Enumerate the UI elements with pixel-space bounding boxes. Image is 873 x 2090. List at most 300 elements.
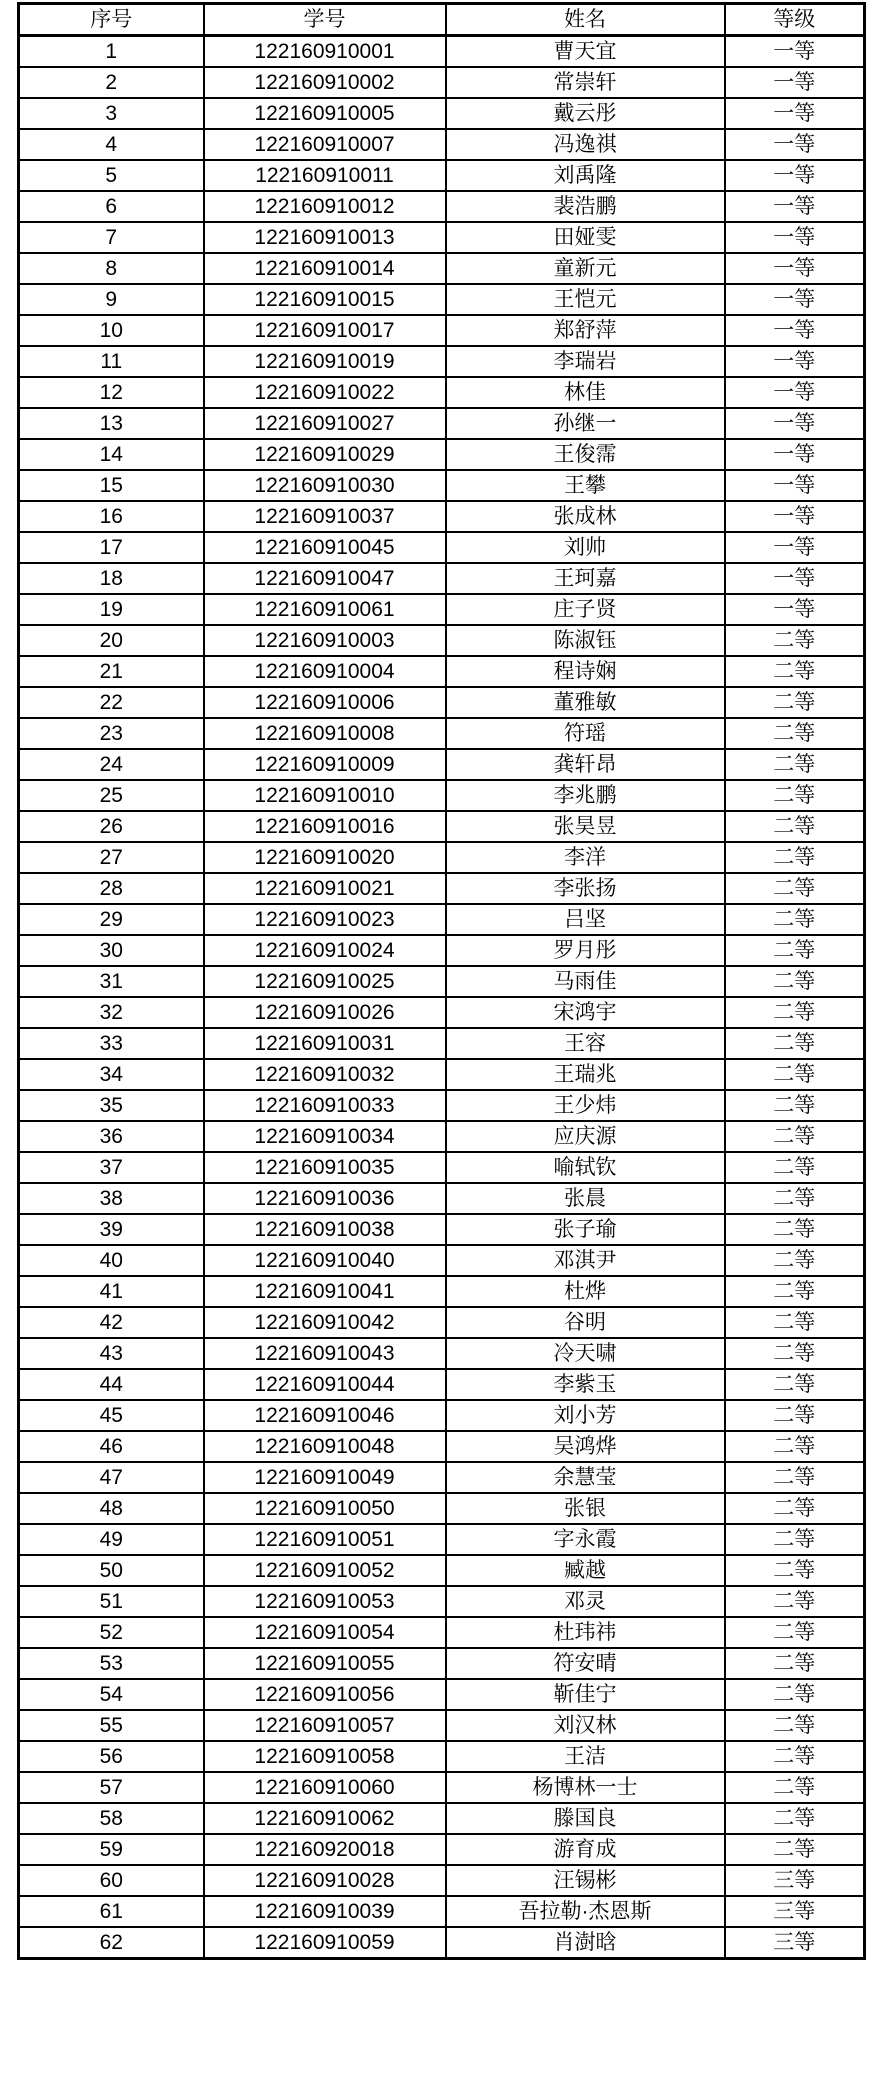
cell-student-id: 122160910055 <box>204 1648 446 1679</box>
table-row <box>19 1524 865 1555</box>
cell-index: 61 <box>19 1896 204 1927</box>
cell-grade: 二等 <box>725 687 865 718</box>
cell-student-id: 122160910033 <box>204 1090 446 1121</box>
cell-student-id: 122160910025 <box>204 966 446 997</box>
cell-grade: 一等 <box>725 501 865 532</box>
cell-name: 常崇轩 <box>446 67 725 98</box>
cell-grade: 三等 <box>725 1927 865 1959</box>
table-row <box>19 656 865 687</box>
cell-index: 44 <box>19 1369 204 1400</box>
cell-index: 37 <box>19 1152 204 1183</box>
cell-name: 王容 <box>446 1028 725 1059</box>
cell-student-id: 122160910031 <box>204 1028 446 1059</box>
cell-grade: 二等 <box>725 1090 865 1121</box>
cell-name: 靳佳宁 <box>446 1679 725 1710</box>
cell-index: 8 <box>19 253 204 284</box>
cell-index: 25 <box>19 780 204 811</box>
cell-name: 喻轼钦 <box>446 1152 725 1183</box>
table-header <box>19 4 865 36</box>
cell-name: 李瑞岩 <box>446 346 725 377</box>
table-row <box>19 563 865 594</box>
cell-student-id: 122160910062 <box>204 1803 446 1834</box>
cell-name: 王洁 <box>446 1741 725 1772</box>
cell-student-id: 122160910056 <box>204 1679 446 1710</box>
cell-name: 谷明 <box>446 1307 725 1338</box>
cell-student-id: 122160910057 <box>204 1710 446 1741</box>
table-row <box>19 1803 865 1834</box>
cell-name: 臧越 <box>446 1555 725 1586</box>
cell-index: 4 <box>19 129 204 160</box>
cell-student-id: 122160910039 <box>204 1896 446 1927</box>
cell-index: 40 <box>19 1245 204 1276</box>
table-row <box>19 1245 865 1276</box>
cell-name: 刘汉林 <box>446 1710 725 1741</box>
cell-name: 张晨 <box>446 1183 725 1214</box>
table-row <box>19 1834 865 1865</box>
cell-student-id: 122160910049 <box>204 1462 446 1493</box>
table-row <box>19 1772 865 1803</box>
cell-grade: 一等 <box>725 36 865 68</box>
cell-name: 符安晴 <box>446 1648 725 1679</box>
cell-index: 58 <box>19 1803 204 1834</box>
cell-student-id: 122160910060 <box>204 1772 446 1803</box>
cell-index: 6 <box>19 191 204 222</box>
cell-student-id: 122160910005 <box>204 98 446 129</box>
cell-student-id: 122160910026 <box>204 997 446 1028</box>
cell-grade: 二等 <box>725 656 865 687</box>
cell-student-id: 122160910061 <box>204 594 446 625</box>
cell-grade: 二等 <box>725 904 865 935</box>
cell-grade: 一等 <box>725 160 865 191</box>
cell-name: 曹天宜 <box>446 36 725 68</box>
cell-index: 53 <box>19 1648 204 1679</box>
cell-grade: 二等 <box>725 1214 865 1245</box>
cell-index: 9 <box>19 284 204 315</box>
cell-grade: 二等 <box>725 997 865 1028</box>
cell-grade: 二等 <box>725 1493 865 1524</box>
cell-index: 18 <box>19 563 204 594</box>
cell-index: 21 <box>19 656 204 687</box>
cell-grade: 二等 <box>725 1679 865 1710</box>
table-row <box>19 873 865 904</box>
cell-name: 吕坚 <box>446 904 725 935</box>
cell-index: 15 <box>19 470 204 501</box>
cell-grade: 一等 <box>725 346 865 377</box>
cell-index: 50 <box>19 1555 204 1586</box>
cell-student-id: 122160910016 <box>204 811 446 842</box>
table-row <box>19 1865 865 1896</box>
cell-name: 吾拉勒·杰恩斯 <box>446 1896 725 1927</box>
cell-student-id: 122160910020 <box>204 842 446 873</box>
cell-index: 62 <box>19 1927 204 1959</box>
cell-name: 张昊昱 <box>446 811 725 842</box>
table-row <box>19 1741 865 1772</box>
cell-name: 郑舒萍 <box>446 315 725 346</box>
table-row <box>19 904 865 935</box>
cell-name: 李兆鹏 <box>446 780 725 811</box>
cell-index: 10 <box>19 315 204 346</box>
cell-index: 45 <box>19 1400 204 1431</box>
cell-index: 35 <box>19 1090 204 1121</box>
cell-grade: 一等 <box>725 439 865 470</box>
cell-index: 41 <box>19 1276 204 1307</box>
table-row <box>19 470 865 501</box>
cell-index: 38 <box>19 1183 204 1214</box>
table-row <box>19 1431 865 1462</box>
cell-index: 1 <box>19 36 204 68</box>
cell-index: 33 <box>19 1028 204 1059</box>
table-row <box>19 1307 865 1338</box>
cell-student-id: 122160910029 <box>204 439 446 470</box>
table-row <box>19 1927 865 1959</box>
cell-index: 39 <box>19 1214 204 1245</box>
cell-student-id: 122160920018 <box>204 1834 446 1865</box>
cell-name: 林佳 <box>446 377 725 408</box>
table-row <box>19 811 865 842</box>
cell-index: 24 <box>19 749 204 780</box>
cell-index: 59 <box>19 1834 204 1865</box>
table-row <box>19 439 865 470</box>
table-row <box>19 1896 865 1927</box>
cell-index: 5 <box>19 160 204 191</box>
cell-student-id: 122160910011 <box>204 160 446 191</box>
cell-grade: 二等 <box>725 1617 865 1648</box>
cell-name: 裴浩鹏 <box>446 191 725 222</box>
cell-index: 54 <box>19 1679 204 1710</box>
cell-student-id: 122160910042 <box>204 1307 446 1338</box>
cell-name: 王珂嘉 <box>446 563 725 594</box>
cell-grade: 二等 <box>725 780 865 811</box>
cell-student-id: 122160910047 <box>204 563 446 594</box>
cell-index: 16 <box>19 501 204 532</box>
cell-name: 王瑞兆 <box>446 1059 725 1090</box>
table-row <box>19 997 865 1028</box>
cell-student-id: 122160910051 <box>204 1524 446 1555</box>
cell-grade: 一等 <box>725 470 865 501</box>
table-row <box>19 718 865 749</box>
cell-student-id: 122160910036 <box>204 1183 446 1214</box>
cell-grade: 一等 <box>725 129 865 160</box>
cell-name: 王攀 <box>446 470 725 501</box>
cell-index: 36 <box>19 1121 204 1152</box>
cell-name: 董雅敏 <box>446 687 725 718</box>
cell-index: 46 <box>19 1431 204 1462</box>
table-row <box>19 191 865 222</box>
cell-index: 17 <box>19 532 204 563</box>
table-row <box>19 966 865 997</box>
cell-name: 余慧莹 <box>446 1462 725 1493</box>
cell-name: 庄子贤 <box>446 594 725 625</box>
cell-grade: 二等 <box>725 1276 865 1307</box>
table-row <box>19 408 865 439</box>
cell-name: 孙继一 <box>446 408 725 439</box>
cell-student-id: 122160910009 <box>204 749 446 780</box>
cell-student-id: 122160910015 <box>204 284 446 315</box>
cell-name: 戴云彤 <box>446 98 725 129</box>
cell-grade: 一等 <box>725 532 865 563</box>
cell-name: 宋鸿宇 <box>446 997 725 1028</box>
cell-name: 李紫玉 <box>446 1369 725 1400</box>
cell-student-id: 122160910043 <box>204 1338 446 1369</box>
cell-grade: 二等 <box>725 1710 865 1741</box>
cell-index: 31 <box>19 966 204 997</box>
cell-student-id: 122160910010 <box>204 780 446 811</box>
cell-grade: 二等 <box>725 749 865 780</box>
table-row <box>19 532 865 563</box>
table-row <box>19 1493 865 1524</box>
cell-grade: 二等 <box>725 1431 865 1462</box>
cell-grade: 一等 <box>725 222 865 253</box>
cell-grade: 二等 <box>725 1741 865 1772</box>
cell-student-id: 122160910003 <box>204 625 446 656</box>
cell-grade: 二等 <box>725 1524 865 1555</box>
cell-name: 邓淇尹 <box>446 1245 725 1276</box>
cell-name: 龚轩昂 <box>446 749 725 780</box>
cell-student-id: 122160910019 <box>204 346 446 377</box>
cell-index: 14 <box>19 439 204 470</box>
cell-name: 肖澍晗 <box>446 1927 725 1959</box>
cell-student-id: 122160910034 <box>204 1121 446 1152</box>
cell-index: 2 <box>19 67 204 98</box>
table-row <box>19 594 865 625</box>
cell-name: 冷天啸 <box>446 1338 725 1369</box>
cell-name: 邓灵 <box>446 1586 725 1617</box>
cell-name: 田娅雯 <box>446 222 725 253</box>
cell-index: 11 <box>19 346 204 377</box>
cell-grade: 一等 <box>725 315 865 346</box>
table-row <box>19 1648 865 1679</box>
table-row <box>19 687 865 718</box>
cell-index: 48 <box>19 1493 204 1524</box>
table-row <box>19 253 865 284</box>
table-row <box>19 1152 865 1183</box>
cell-student-id: 122160910037 <box>204 501 446 532</box>
cell-grade: 一等 <box>725 191 865 222</box>
cell-name: 张成林 <box>446 501 725 532</box>
table-row <box>19 842 865 873</box>
cell-grade: 二等 <box>725 1183 865 1214</box>
cell-name: 王俊霈 <box>446 439 725 470</box>
table-row <box>19 346 865 377</box>
cell-name: 刘帅 <box>446 532 725 563</box>
cell-index: 32 <box>19 997 204 1028</box>
cell-name: 汪锡彬 <box>446 1865 725 1896</box>
cell-name: 杜玮祎 <box>446 1617 725 1648</box>
cell-grade: 二等 <box>725 1400 865 1431</box>
cell-name: 刘小芳 <box>446 1400 725 1431</box>
cell-grade: 一等 <box>725 563 865 594</box>
table-row <box>19 36 865 68</box>
cell-student-id: 122160910038 <box>204 1214 446 1245</box>
table-row <box>19 1276 865 1307</box>
cell-name: 杨博林一士 <box>446 1772 725 1803</box>
cell-student-id: 122160910052 <box>204 1555 446 1586</box>
cell-grade: 三等 <box>725 1896 865 1927</box>
cell-name: 应庆源 <box>446 1121 725 1152</box>
cell-name: 陈淑钰 <box>446 625 725 656</box>
table-row <box>19 284 865 315</box>
cell-index: 42 <box>19 1307 204 1338</box>
cell-grade: 一等 <box>725 594 865 625</box>
cell-student-id: 122160910059 <box>204 1927 446 1959</box>
cell-grade: 二等 <box>725 811 865 842</box>
cell-grade: 二等 <box>725 718 865 749</box>
cell-student-id: 122160910053 <box>204 1586 446 1617</box>
cell-name: 字永霞 <box>446 1524 725 1555</box>
cell-index: 56 <box>19 1741 204 1772</box>
table-row <box>19 1214 865 1245</box>
cell-grade: 一等 <box>725 253 865 284</box>
col-header-index: 序号 <box>19 4 204 36</box>
cell-student-id: 122160910058 <box>204 1741 446 1772</box>
table-row <box>19 1679 865 1710</box>
table-row <box>19 1183 865 1214</box>
table-row <box>19 129 865 160</box>
cell-grade: 二等 <box>725 1648 865 1679</box>
cell-index: 57 <box>19 1772 204 1803</box>
cell-student-id: 122160910014 <box>204 253 446 284</box>
table-row <box>19 1617 865 1648</box>
table-row <box>19 315 865 346</box>
cell-student-id: 122160910030 <box>204 470 446 501</box>
cell-grade: 二等 <box>725 842 865 873</box>
cell-index: 55 <box>19 1710 204 1741</box>
cell-name: 马雨佳 <box>446 966 725 997</box>
cell-student-id: 122160910041 <box>204 1276 446 1307</box>
cell-grade: 三等 <box>725 1865 865 1896</box>
cell-grade: 二等 <box>725 625 865 656</box>
cell-grade: 二等 <box>725 1059 865 1090</box>
cell-index: 22 <box>19 687 204 718</box>
cell-student-id: 122160910050 <box>204 1493 446 1524</box>
cell-index: 26 <box>19 811 204 842</box>
cell-index: 34 <box>19 1059 204 1090</box>
table-row <box>19 935 865 966</box>
cell-name: 张子瑜 <box>446 1214 725 1245</box>
cell-name: 王恺元 <box>446 284 725 315</box>
cell-name: 杜烨 <box>446 1276 725 1307</box>
table-row <box>19 1338 865 1369</box>
cell-grade: 二等 <box>725 1803 865 1834</box>
cell-student-id: 122160910013 <box>204 222 446 253</box>
cell-student-id: 122160910007 <box>204 129 446 160</box>
cell-grade: 二等 <box>725 935 865 966</box>
cell-student-id: 122160910017 <box>204 315 446 346</box>
cell-student-id: 122160910012 <box>204 191 446 222</box>
cell-student-id: 122160910021 <box>204 873 446 904</box>
table-row <box>19 222 865 253</box>
cell-grade: 二等 <box>725 1121 865 1152</box>
cell-name: 李洋 <box>446 842 725 873</box>
cell-index: 43 <box>19 1338 204 1369</box>
cell-student-id: 122160910006 <box>204 687 446 718</box>
cell-index: 20 <box>19 625 204 656</box>
cell-name: 吴鸿烨 <box>446 1431 725 1462</box>
cell-name: 符瑶 <box>446 718 725 749</box>
table-row <box>19 501 865 532</box>
cell-student-id: 122160910048 <box>204 1431 446 1462</box>
header-row <box>19 4 865 36</box>
cell-student-id: 122160910035 <box>204 1152 446 1183</box>
cell-index: 12 <box>19 377 204 408</box>
cell-grade: 二等 <box>725 1555 865 1586</box>
cell-index: 51 <box>19 1586 204 1617</box>
table-row <box>19 1462 865 1493</box>
cell-name: 游育成 <box>446 1834 725 1865</box>
cell-grade: 二等 <box>725 1772 865 1803</box>
cell-grade: 一等 <box>725 408 865 439</box>
table-body <box>19 36 865 1959</box>
cell-name: 罗月彤 <box>446 935 725 966</box>
cell-student-id: 122160910022 <box>204 377 446 408</box>
cell-name: 冯逸祺 <box>446 129 725 160</box>
cell-student-id: 122160910027 <box>204 408 446 439</box>
cell-grade: 二等 <box>725 1028 865 1059</box>
cell-name: 刘禹隆 <box>446 160 725 191</box>
cell-index: 60 <box>19 1865 204 1896</box>
cell-student-id: 122160910008 <box>204 718 446 749</box>
cell-index: 29 <box>19 904 204 935</box>
cell-student-id: 122160910028 <box>204 1865 446 1896</box>
col-header-student-id: 学号 <box>204 4 446 36</box>
cell-grade: 二等 <box>725 1586 865 1617</box>
cell-index: 30 <box>19 935 204 966</box>
cell-student-id: 122160910044 <box>204 1369 446 1400</box>
cell-student-id: 122160910004 <box>204 656 446 687</box>
cell-index: 19 <box>19 594 204 625</box>
cell-name: 滕国良 <box>446 1803 725 1834</box>
table-row <box>19 780 865 811</box>
table-row <box>19 1059 865 1090</box>
cell-grade: 一等 <box>725 98 865 129</box>
table-row <box>19 67 865 98</box>
cell-index: 27 <box>19 842 204 873</box>
cell-grade: 二等 <box>725 1152 865 1183</box>
cell-grade: 一等 <box>725 377 865 408</box>
cell-name: 张银 <box>446 1493 725 1524</box>
cell-student-id: 122160910023 <box>204 904 446 935</box>
cell-name: 程诗娴 <box>446 656 725 687</box>
cell-grade: 一等 <box>725 67 865 98</box>
cell-grade: 二等 <box>725 1462 865 1493</box>
cell-student-id: 122160910032 <box>204 1059 446 1090</box>
cell-grade: 二等 <box>725 1338 865 1369</box>
table-row <box>19 1586 865 1617</box>
cell-grade: 二等 <box>725 1245 865 1276</box>
table-row <box>19 1369 865 1400</box>
cell-grade: 一等 <box>725 284 865 315</box>
table-row <box>19 749 865 780</box>
cell-grade: 二等 <box>725 966 865 997</box>
cell-student-id: 122160910002 <box>204 67 446 98</box>
cell-grade: 二等 <box>725 873 865 904</box>
cell-index: 13 <box>19 408 204 439</box>
table-row <box>19 1028 865 1059</box>
cell-index: 23 <box>19 718 204 749</box>
cell-name: 李张扬 <box>446 873 725 904</box>
cell-student-id: 122160910024 <box>204 935 446 966</box>
cell-index: 7 <box>19 222 204 253</box>
cell-index: 52 <box>19 1617 204 1648</box>
cell-student-id: 122160910054 <box>204 1617 446 1648</box>
cell-index: 49 <box>19 1524 204 1555</box>
cell-grade: 二等 <box>725 1307 865 1338</box>
cell-student-id: 122160910001 <box>204 36 446 68</box>
cell-grade: 二等 <box>725 1369 865 1400</box>
col-header-grade: 等级 <box>725 4 865 36</box>
cell-name: 王少炜 <box>446 1090 725 1121</box>
table-row <box>19 1555 865 1586</box>
